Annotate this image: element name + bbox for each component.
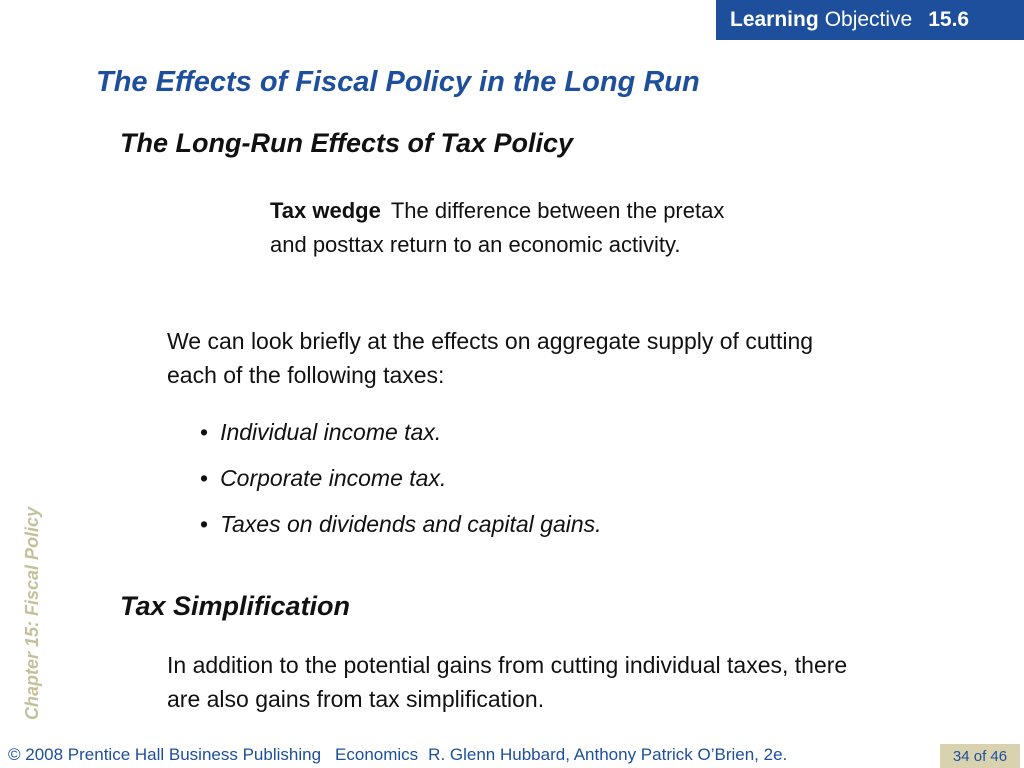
slide-title: The Effects of Fiscal Policy in the Long Run <box>96 66 700 98</box>
definition-box <box>270 194 740 262</box>
footer-authors: R. Glenn Hubbard, Anthony Patrick O’Brien, 2e. <box>428 745 788 764</box>
definition-text: The difference between the pretax and posttax return to an economic activity. <box>270 198 725 257</box>
section-heading-tax-policy: The Long-Run Effects of Tax Policy <box>120 128 574 158</box>
footer-copyright: © 2008 Prentice Hall Business Publishing <box>8 745 322 764</box>
definition-term: Tax wedge <box>270 198 381 223</box>
bullet-text: Individual income tax. <box>220 419 442 445</box>
tax-bullet-list <box>200 415 602 553</box>
lo-label-strong: Learning <box>730 8 819 31</box>
simplification-paragraph: In addition to the potential gains from cutting individual taxes, there are also gains from tax simplification. <box>167 652 848 712</box>
bullet-text: Taxes on dividends and capital gains. <box>220 511 602 537</box>
lo-number: 15.6 <box>928 8 970 31</box>
footer <box>8 745 787 765</box>
chapter-side-label: Chapter 15: Fiscal Policy <box>22 506 42 720</box>
footer-book: Economics <box>335 745 419 764</box>
list-item <box>200 507 602 553</box>
bullet-text: Corporate income tax. <box>220 465 447 491</box>
list-item <box>200 461 602 507</box>
section-heading-tax-simplification: Tax Simplification <box>120 591 351 621</box>
lo-label-light: Objective <box>824 8 913 31</box>
bullet-dot-icon: • <box>200 419 209 445</box>
bullet-dot-icon: • <box>200 511 209 537</box>
learning-objective-badge <box>716 0 1024 40</box>
bullet-dot-icon: • <box>200 465 209 491</box>
intro-paragraph: We can look briefly at the effects on aggregate supply of cutting each of the following taxes: <box>167 328 814 388</box>
page-indicator: 34 of 46 <box>940 744 1020 768</box>
list-item <box>200 415 602 461</box>
